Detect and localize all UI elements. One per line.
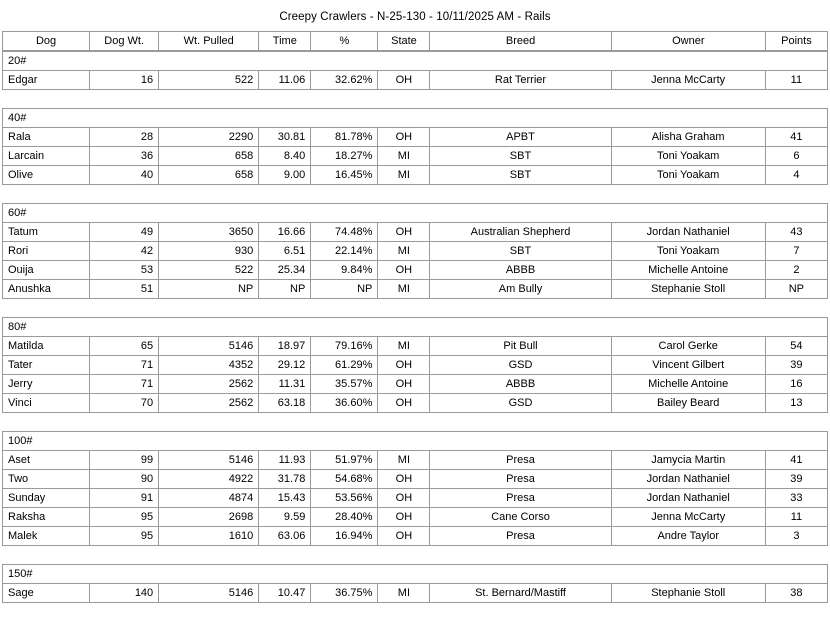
table-row <box>3 71 828 90</box>
table-row <box>3 451 828 470</box>
cell-pct: 35.57% <box>311 375 378 394</box>
cell-points: 39 <box>765 470 827 489</box>
cell-owner: Stephanie Stoll <box>611 280 765 299</box>
cell-pct: 16.94% <box>311 527 378 546</box>
table-row <box>3 261 828 280</box>
cell-owner: Toni Yoakam <box>611 147 765 166</box>
cell-wt-pulled: 2290 <box>159 128 259 147</box>
cell-wt-pulled: 5146 <box>159 337 259 356</box>
cell-points: 16 <box>765 375 827 394</box>
cell-dog: Sunday <box>3 489 90 508</box>
cell-breed: Presa <box>430 527 611 546</box>
weight-class-band <box>3 432 828 451</box>
table-row <box>3 470 828 489</box>
cell-dog: Tatum <box>3 223 90 242</box>
cell-wt-pulled: 522 <box>159 261 259 280</box>
cell-wt-pulled: 4874 <box>159 489 259 508</box>
cell-pct: 32.62% <box>311 71 378 90</box>
cell-owner: Bailey Beard <box>611 394 765 413</box>
cell-dog: Raksha <box>3 508 90 527</box>
cell-points: 43 <box>765 223 827 242</box>
weight-class-label: 60# <box>3 204 828 223</box>
cell-state: MI <box>378 166 430 185</box>
cell-points: 38 <box>765 584 827 603</box>
weight-class-band <box>3 565 828 584</box>
cell-dog-wt: 65 <box>90 337 159 356</box>
weight-class-band <box>3 52 828 71</box>
cell-dog-wt: 95 <box>90 508 159 527</box>
cell-dog-wt: 91 <box>90 489 159 508</box>
cell-dog: Olive <box>3 166 90 185</box>
cell-breed: Rat Terrier <box>430 71 611 90</box>
cell-points: 41 <box>765 451 827 470</box>
cell-state: MI <box>378 584 430 603</box>
cell-dog-wt: 53 <box>90 261 159 280</box>
cell-dog: Aset <box>3 451 90 470</box>
cell-wt-pulled: 4352 <box>159 356 259 375</box>
table-row <box>3 527 828 546</box>
cell-dog: Anushka <box>3 280 90 299</box>
cell-state: OH <box>378 489 430 508</box>
cell-dog-wt: 36 <box>90 147 159 166</box>
class-table <box>2 203 828 299</box>
column-header-owner: Owner <box>611 32 765 51</box>
cell-time: 16.66 <box>259 223 311 242</box>
table-row <box>3 584 828 603</box>
column-header-state: State <box>378 32 430 51</box>
cell-wt-pulled: 2562 <box>159 375 259 394</box>
cell-breed: ABBB <box>430 261 611 280</box>
cell-breed: ABBB <box>430 375 611 394</box>
cell-owner: Jamycia Martin <box>611 451 765 470</box>
cell-time: 30.81 <box>259 128 311 147</box>
cell-state: OH <box>378 128 430 147</box>
table-row <box>3 147 828 166</box>
cell-time: 63.06 <box>259 527 311 546</box>
weight-class-label: 20# <box>3 52 828 71</box>
weight-class-label: 40# <box>3 109 828 128</box>
cell-breed: GSD <box>430 394 611 413</box>
cell-pct: 51.97% <box>311 451 378 470</box>
cell-state: MI <box>378 147 430 166</box>
cell-owner: Jenna McCarty <box>611 508 765 527</box>
cell-points: 7 <box>765 242 827 261</box>
table-row <box>3 337 828 356</box>
cell-breed: Presa <box>430 489 611 508</box>
cell-dog: Edgar <box>3 71 90 90</box>
cell-points: 3 <box>765 527 827 546</box>
table-row <box>3 489 828 508</box>
cell-dog-wt: 40 <box>90 166 159 185</box>
cell-dog: Rori <box>3 242 90 261</box>
class-table <box>2 317 828 413</box>
table-row <box>3 223 828 242</box>
weight-class-band <box>3 318 828 337</box>
column-header-wt-pulled: Wt. Pulled <box>159 32 259 51</box>
cell-time: 10.47 <box>259 584 311 603</box>
column-header-dog: Dog <box>3 32 90 51</box>
weight-class-band <box>3 109 828 128</box>
cell-breed: St. Bernard/Mastiff <box>430 584 611 603</box>
cell-breed: Am Bully <box>430 280 611 299</box>
cell-wt-pulled: 4922 <box>159 470 259 489</box>
weight-class-label: 80# <box>3 318 828 337</box>
cell-dog-wt: 71 <box>90 375 159 394</box>
weight-class-label: 100# <box>3 432 828 451</box>
cell-dog-wt: 49 <box>90 223 159 242</box>
cell-pct: 36.75% <box>311 584 378 603</box>
class-table <box>2 51 828 90</box>
cell-breed: Presa <box>430 451 611 470</box>
class-table <box>2 564 828 603</box>
cell-dog-wt: 99 <box>90 451 159 470</box>
cell-pct: 18.27% <box>311 147 378 166</box>
table-row <box>3 128 828 147</box>
cell-state: OH <box>378 356 430 375</box>
cell-pct: 53.56% <box>311 489 378 508</box>
cell-dog: Matilda <box>3 337 90 356</box>
cell-time: 11.93 <box>259 451 311 470</box>
table-row <box>3 394 828 413</box>
cell-owner: Michelle Antoine <box>611 375 765 394</box>
cell-points: 11 <box>765 508 827 527</box>
cell-pct: 79.16% <box>311 337 378 356</box>
weight-class-label: 150# <box>3 565 828 584</box>
cell-time: 29.12 <box>259 356 311 375</box>
cell-wt-pulled: 1610 <box>159 527 259 546</box>
cell-time: 9.59 <box>259 508 311 527</box>
cell-points: 33 <box>765 489 827 508</box>
cell-time: 63.18 <box>259 394 311 413</box>
cell-dog: Jerry <box>3 375 90 394</box>
cell-pct: 22.14% <box>311 242 378 261</box>
class-table <box>2 431 828 546</box>
cell-dog-wt: 42 <box>90 242 159 261</box>
page-title: Creepy Crawlers - N-25-130 - 10/11/2025 AM - Rails <box>279 11 551 23</box>
cell-state: OH <box>378 527 430 546</box>
cell-dog: Ouija <box>3 261 90 280</box>
cell-state: OH <box>378 223 430 242</box>
cell-pct: 74.48% <box>311 223 378 242</box>
cell-wt-pulled: 3650 <box>159 223 259 242</box>
cell-state: MI <box>378 280 430 299</box>
cell-time: 11.06 <box>259 71 311 90</box>
cell-time: 11.31 <box>259 375 311 394</box>
cell-pct: 9.84% <box>311 261 378 280</box>
cell-owner: Michelle Antoine <box>611 261 765 280</box>
column-header-percent: % <box>311 32 378 51</box>
cell-state: OH <box>378 394 430 413</box>
cell-owner: Jordan Nathaniel <box>611 489 765 508</box>
cell-owner: Alisha Graham <box>611 128 765 147</box>
cell-points: 11 <box>765 71 827 90</box>
cell-state: MI <box>378 451 430 470</box>
cell-dog: Tater <box>3 356 90 375</box>
cell-time: 6.51 <box>259 242 311 261</box>
cell-owner: Toni Yoakam <box>611 166 765 185</box>
cell-owner: Andre Taylor <box>611 527 765 546</box>
class-tables-container <box>0 51 830 603</box>
cell-owner: Toni Yoakam <box>611 242 765 261</box>
cell-points: 6 <box>765 147 827 166</box>
cell-points: NP <box>765 280 827 299</box>
cell-dog: Vinci <box>3 394 90 413</box>
cell-owner: Jenna McCarty <box>611 71 765 90</box>
cell-pct: 36.60% <box>311 394 378 413</box>
cell-dog-wt: 51 <box>90 280 159 299</box>
cell-points: 2 <box>765 261 827 280</box>
cell-time: 15.43 <box>259 489 311 508</box>
cell-time: 18.97 <box>259 337 311 356</box>
weight-class-band <box>3 204 828 223</box>
cell-breed: SBT <box>430 147 611 166</box>
column-header-dog-wt: Dog Wt. <box>90 32 159 51</box>
cell-owner: Jordan Nathaniel <box>611 470 765 489</box>
cell-pct: 28.40% <box>311 508 378 527</box>
cell-time: 8.40 <box>259 147 311 166</box>
cell-owner: Vincent Gilbert <box>611 356 765 375</box>
cell-dog-wt: 95 <box>90 527 159 546</box>
cell-breed: Pit Bull <box>430 337 611 356</box>
cell-breed: SBT <box>430 242 611 261</box>
cell-wt-pulled: 930 <box>159 242 259 261</box>
cell-wt-pulled: 2698 <box>159 508 259 527</box>
cell-breed: APBT <box>430 128 611 147</box>
cell-pct: NP <box>311 280 378 299</box>
column-header-points: Points <box>765 32 827 51</box>
cell-pct: 81.78% <box>311 128 378 147</box>
cell-pct: 61.29% <box>311 356 378 375</box>
cell-dog-wt: 16 <box>90 71 159 90</box>
column-header-table <box>2 31 828 51</box>
cell-pct: 16.45% <box>311 166 378 185</box>
cell-points: 39 <box>765 356 827 375</box>
cell-dog-wt: 140 <box>90 584 159 603</box>
table-row <box>3 166 828 185</box>
cell-pct: 54.68% <box>311 470 378 489</box>
cell-dog: Rala <box>3 128 90 147</box>
cell-wt-pulled: NP <box>159 280 259 299</box>
cell-wt-pulled: 2562 <box>159 394 259 413</box>
table-row <box>3 356 828 375</box>
cell-points: 41 <box>765 128 827 147</box>
cell-points: 13 <box>765 394 827 413</box>
cell-points: 54 <box>765 337 827 356</box>
cell-owner: Jordan Nathaniel <box>611 223 765 242</box>
cell-state: MI <box>378 337 430 356</box>
column-header-time: Time <box>259 32 311 51</box>
table-row <box>3 508 828 527</box>
cell-wt-pulled: 658 <box>159 166 259 185</box>
cell-state: OH <box>378 508 430 527</box>
cell-wt-pulled: 658 <box>159 147 259 166</box>
cell-dog: Sage <box>3 584 90 603</box>
cell-state: OH <box>378 261 430 280</box>
cell-dog: Malek <box>3 527 90 546</box>
cell-time: 25.34 <box>259 261 311 280</box>
cell-wt-pulled: 5146 <box>159 584 259 603</box>
table-row <box>3 242 828 261</box>
cell-points: 4 <box>765 166 827 185</box>
column-header-breed: Breed <box>430 32 611 51</box>
cell-dog: Larcain <box>3 147 90 166</box>
cell-breed: SBT <box>430 166 611 185</box>
cell-dog-wt: 28 <box>90 128 159 147</box>
cell-state: OH <box>378 470 430 489</box>
class-table <box>2 108 828 185</box>
column-header-row <box>3 32 828 51</box>
cell-wt-pulled: 5146 <box>159 451 259 470</box>
cell-dog: Two <box>3 470 90 489</box>
cell-state: OH <box>378 71 430 90</box>
cell-dog-wt: 71 <box>90 356 159 375</box>
cell-owner: Stephanie Stoll <box>611 584 765 603</box>
cell-breed: Presa <box>430 470 611 489</box>
cell-wt-pulled: 522 <box>159 71 259 90</box>
cell-state: OH <box>378 375 430 394</box>
cell-owner: Carol Gerke <box>611 337 765 356</box>
cell-time: NP <box>259 280 311 299</box>
cell-time: 9.00 <box>259 166 311 185</box>
cell-time: 31.78 <box>259 470 311 489</box>
cell-state: MI <box>378 242 430 261</box>
table-row <box>3 375 828 394</box>
cell-breed: Australian Shepherd <box>430 223 611 242</box>
cell-breed: GSD <box>430 356 611 375</box>
cell-breed: Cane Corso <box>430 508 611 527</box>
table-row <box>3 280 828 299</box>
cell-dog-wt: 90 <box>90 470 159 489</box>
cell-dog-wt: 70 <box>90 394 159 413</box>
